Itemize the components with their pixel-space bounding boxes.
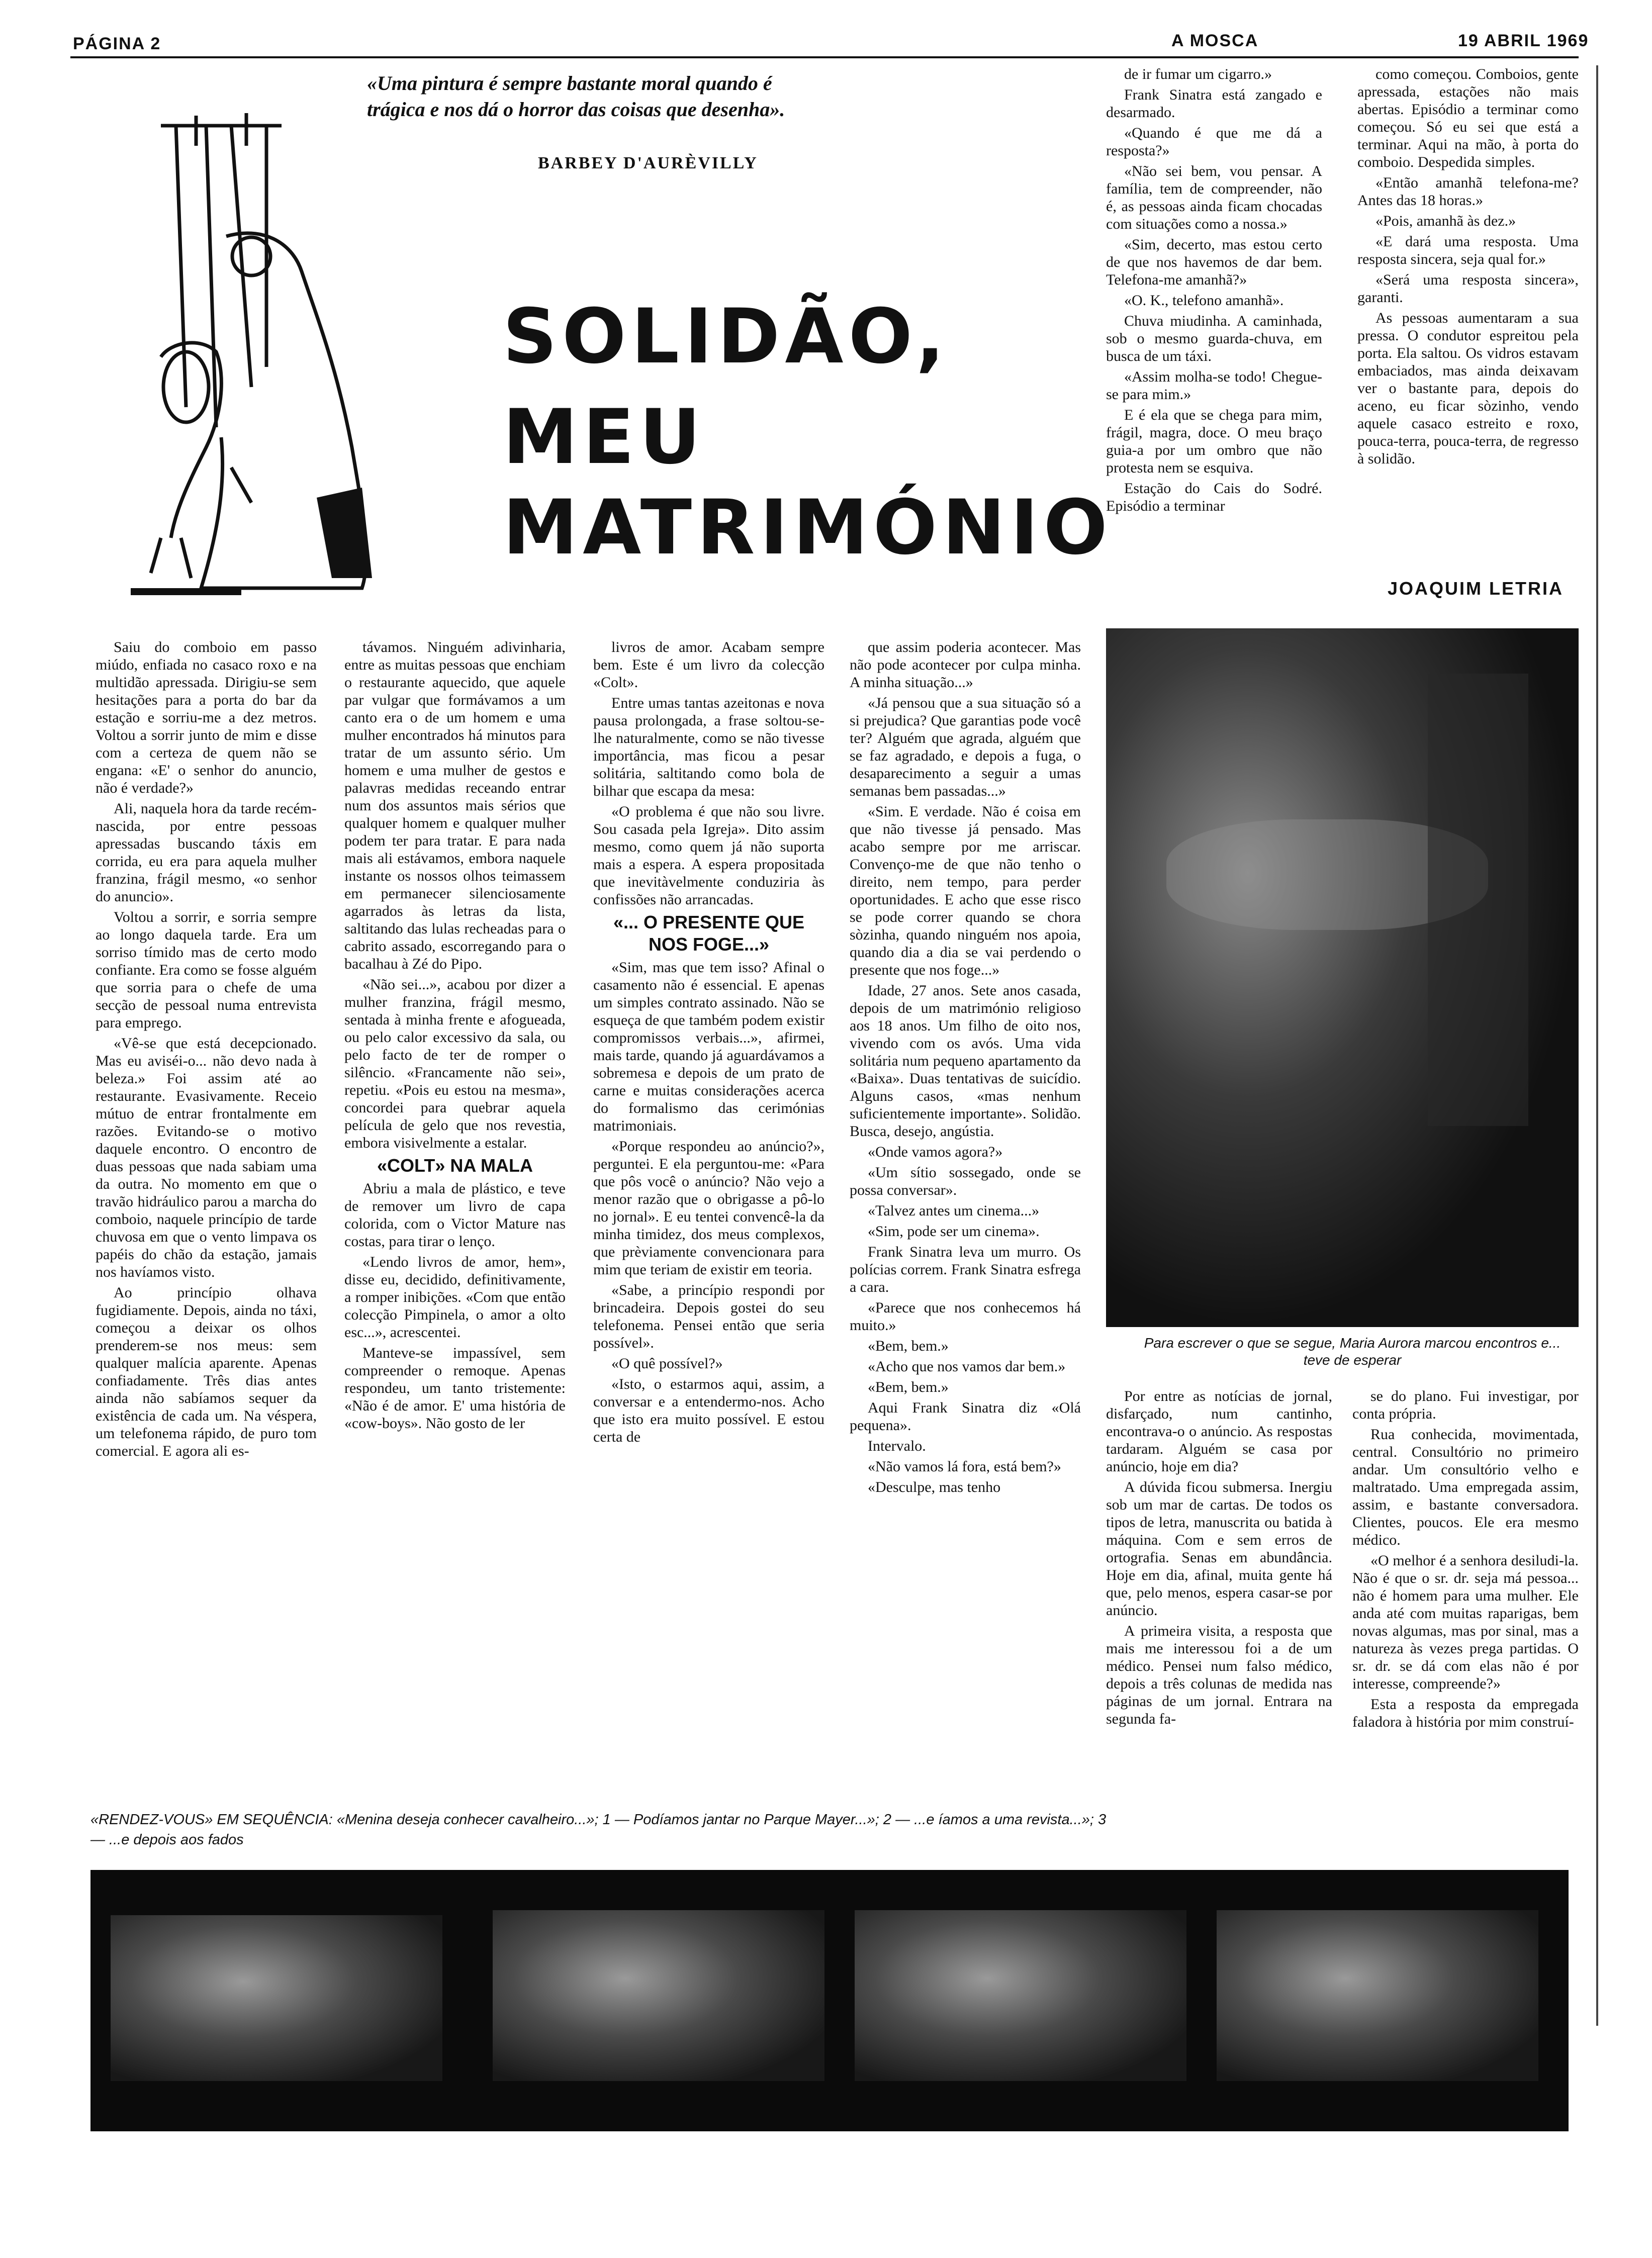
paragraph: «O problema é que não sou livre. Sou casada pela Igreja». Dito assim mesmo, como quem já não suporta mais a espera. A espera propositada que inevitàvelmente conduziria às confissões não arrancadas. xyxy=(593,803,824,908)
paragraph: Ali, naquela hora da tarde recém-nascida, por entre pessoas apressadas buscando táxis em corrida, eu era para aquela mulher franzina, frágil mesmo, «o senhor do anuncio». xyxy=(96,800,317,905)
paragraph: «Já pensou que a sua situação só a si prejudica? Que garantias pode você ter? Alguém que agrada, alguém que se faz agradado, e depois a fuga, o desaparecimento a seguir a umas semanas bem passadas...» xyxy=(850,695,1081,799)
paragraph: «Sim. E verdade. Não é coisa em que não tivesse já pensado. Mas acabo sempre por me arriscar. Convenço-me de que não tenho o direito, nem tempo, para perder oportunidades. E acho que esse risco se pode correr quando se chora sòzinha, quando ninguém nos apoia, quando dia a dia se vai perdendo o presente que nos foge...» xyxy=(850,803,1081,978)
paragraph: «Não vamos lá fora, está bem?» xyxy=(868,1458,1061,1475)
epigraph-quote: «Uma pintura é sempre bastante moral quando é trágica e nos dá o horror das coisas que desenha». xyxy=(367,72,785,121)
paragraph: «Pois, amanhã às dez.» xyxy=(1375,213,1516,229)
paragraph: de ir fumar um cigarro.» xyxy=(1124,66,1272,82)
epigraph-author: BARBEY D'AURÈVILLY xyxy=(538,154,758,172)
author-byline: JOAQUIM LETRIA xyxy=(1388,578,1564,599)
subheading-presente: «... O PRESENTE QUE NOS FOGE...» xyxy=(613,912,805,955)
paragraph: Estação do Cais do Sodré. Episódio a terminar xyxy=(1106,480,1322,514)
paragraph: «Um sítio sossegado, onde se possa conversar». xyxy=(850,1164,1081,1198)
paragraph: Ao princípio olhava fugidiamente. Depois, ainda no táxi, começou a deixar os olhos prenderem-se nos meus: sem qualquer malícia aparente. Apenas confiadamente. Três dias antes ainda não sabíamos sequer da existência de cada um. Na véspera, um telefonema rápido, de puro tom comercial. E agora ali es- xyxy=(96,1284,317,1459)
issue-date: 19 ABRIL 1969 xyxy=(1458,31,1589,50)
photo-sequence-strip xyxy=(90,1870,1569,2131)
article-column-1 xyxy=(96,638,317,1759)
paragraph: Aqui Frank Sinatra diz «Olá pequena». xyxy=(850,1399,1081,1434)
paragraph: livros de amor. Acabam sempre bem. Este é um livro da colecção «Colt». xyxy=(593,639,824,691)
paragraph: «O. K., telefono amanhã». xyxy=(1124,292,1284,309)
paragraph: «Não sei...», acabou por dizer a mulher franzina, frágil mesmo, sentada à minha frente e afogueada, ou pelo calor excessivo da sala, ou pelo facto de ter de romper o silêncio. «Francamente não sei», repetiu. «Pois eu estou na mesma», concordei para quebrar aquela película de gelo que nos revestia, embora visivelmente a estalar. xyxy=(344,976,566,1151)
paragraph: Intervalo. xyxy=(868,1438,926,1454)
paragraph: «Talvez antes um cinema...» xyxy=(868,1202,1040,1219)
marionette-illustration xyxy=(101,106,382,603)
paragraph: Entre umas tantas azeitonas e nova pausa prolongada, a frase soltou-se-lhe naturalmente, como se não tivesse importância, mas ficou a pesar solitária, saltitando como bola de bilhar que escapa da mesa: xyxy=(593,695,824,799)
article-photo xyxy=(1106,628,1579,1327)
article-column-5-bottom xyxy=(1106,1387,1332,1759)
paragraph: «Bem, bem.» xyxy=(868,1338,949,1354)
paragraph: Frank Sinatra leva um murro. Os polícias correm. Frank Sinatra esfrega a cara. xyxy=(850,1244,1081,1295)
paragraph: Manteve-se impassível, sem compreender o remoque. Apenas respondeu, um tanto tristemente: «Não é de amor. E' uma história de «cow-boys». Não gosto de ler xyxy=(344,1345,566,1432)
article-column-4 xyxy=(850,638,1081,1759)
article-column-6-top xyxy=(1357,65,1579,578)
article-column-2 xyxy=(344,638,566,1759)
paragraph: que assim poderia acontecer. Mas não pode acontecer por culpa minha. A minha situação...» xyxy=(850,639,1081,691)
page-label: PÁGINA 2 xyxy=(73,34,161,53)
paragraph: «Será uma resposta sincera», garanti. xyxy=(1357,271,1579,306)
paragraph: Idade, 27 anos. Sete anos casada, depois de um matrimónio religioso aos 18 anos. Um filho de oito nos, vivendo com os avós. Uma vida solitária num pequeno apartamento da «Baixa». Duas tentativas de suicídio. Alguns casos, «mas nenhum suficientemente importante». Solidão. Busca, desejo, angústia. xyxy=(850,982,1081,1140)
margin-rule xyxy=(1596,65,1598,2026)
paragraph: «Lendo livros de amor, hem», disse eu, decidido, definitivamente, a romper inibições. «Com que então colecção Pimpinela, o amor a olto esc...», acrescentei. xyxy=(344,1254,566,1341)
photo-caption: Para escrever o que se segue, Maria Aurora marcou encontros e... teve de esperar xyxy=(1144,1335,1561,1368)
paragraph: Esta a resposta da empregada faladora à história por mim construí- xyxy=(1352,1696,1579,1730)
paragraph: távamos. Ninguém adivinharia, entre as muitas pessoas que enchiam o restaurante aquecido, que aquele par vulgar que formávamos a um canto era o de um homem e uma mulher encontrados há minutos para tratar de um assunto sério. Um homem e uma mulher de gestos e palavras medidas receando entrar num dos assuntos mais sérios que qualquer homem e qualquer mulher podem ter para tratar. E para nada mais ali estávamos, embora naquele instante os nossos olhos teimassem em permanecer silenciosamente agarrados às letras da lista, saltitando das lulas recheadas para o cabrito assado, escorregando para o bacalhau à Zé do Pipo. xyxy=(344,639,566,972)
paragraph: «Então amanhã telefona-me? Antes das 18 horas.» xyxy=(1357,174,1579,209)
paragraph: «O melhor é a senhora desiludi-la. Não é que o sr. dr. seja má pessoa... não é homem para uma mulher. Ele anda até com muitas raparigas, bem novas algumas, mas por sinal, mas a natureza às vezes prega partidas. O sr. dr. se dá com elas não é por interesse, compreende?» xyxy=(1352,1552,1579,1692)
article-column-3 xyxy=(593,638,824,1759)
paragraph: Saiu do comboio em passo miúdo, enfiada no casaco roxo e na multidão apressada. Dirigiu-se sem hesitações para a porta do bar da estação e sorriu-me a dez metros. Voltou a sorrir junto de mim e disse com a certeza de quem não se engana: «E' o senhor do anuncio, não é verdade?» xyxy=(96,639,317,796)
paragraph: Voltou a sorrir, e sorria sempre ao longo daquela tarde. Era um sorriso tímido mas de certo modo confiante. Era como se fosse alguém que sorria para o chefe de uma secção de pessoal numa entrevista para emprego. xyxy=(96,909,317,1031)
paragraph: A primeira visita, a resposta que mais me interessou foi a de um médico. Pensei num falso médico, depois a três colunas de medida nas páginas de um jornal. Entrara na segunda fa- xyxy=(1106,1623,1332,1727)
sequence-photo-2 xyxy=(493,1910,824,2081)
headline-line-1: SOLIDÃO, xyxy=(503,293,950,381)
paragraph: «Sim, pode ser um cinema». xyxy=(868,1223,1040,1240)
paragraph: Por entre as notícias de jornal, disfarçado, num cantinho, encontrava-o o anúncio. As respostas tardaram. Alguém se casa por anúncio, hoje em dia? xyxy=(1106,1388,1332,1475)
paragraph: «Parece que nos conhecemos há muito.» xyxy=(850,1299,1081,1334)
paragraph: «Porque respondeu ao anúncio?», perguntei. E ela perguntou-me: «Para que pôs você o anúncio? Não vejo a menor razão que o obrigasse a pô-lo no jornal». E eu tentei convencê-la da minha timidez, dos meus complexos, que prèviamente convencionara para mim que teriam de existir em teoria. xyxy=(593,1138,824,1278)
paragraph: «Sabe, a princípio respondi por brincadeira. Depois gostei do seu telefonema. Pensei então que seria possível». xyxy=(593,1282,824,1351)
subheading-colt: «COLT» NA MALA xyxy=(377,1155,533,1176)
paragraph: «E dará uma resposta. Uma resposta sincera, seja qual for.» xyxy=(1357,233,1579,267)
paragraph: «Onde vamos agora?» xyxy=(868,1144,1003,1160)
header-rule xyxy=(70,56,1579,58)
paragraph: se do plano. Fui investigar, por conta própria. xyxy=(1352,1388,1579,1422)
photo-shadow xyxy=(1428,674,1528,1126)
sequence-photo-3 xyxy=(855,1910,1186,2081)
paragraph: «Assim molha-se todo! Chegue-se para mim.» xyxy=(1106,368,1322,403)
headline-line-3: MATRIMÓNIO xyxy=(503,484,1113,572)
paragraph: As pessoas aumentaram a sua pressa. O condutor espreitou pela porta. Ela saltou. Os vidros estavam embaciados, mas ainda deixavam ver o bastante para, depois do aceno, eu ficar sòzinho, vendo aquele casaco estreito e roxo, pouca-terra, pouca-terra, de regresso à solidão. xyxy=(1357,310,1579,467)
paragraph: A dúvida ficou submersa. Inergiu sob um mar de cartas. De todos os tipos de letra, manuscrita ou batida à máquina. Com e sem erros de ortografia. Senas em abundância. Hoje em dia, afinal, muita gente há que, pelo menos, espera casar-se por anúncio. xyxy=(1106,1479,1332,1619)
paragraph: «Quando é que me dá a resposta?» xyxy=(1106,125,1322,159)
paragraph: «O quê possível?» xyxy=(611,1355,723,1372)
sequence-photo-4 xyxy=(1217,1910,1538,2081)
paragraph: «Sim, decerto, mas estou certo de que nos havemos de dar bem. Telefona-me amanhã?» xyxy=(1106,236,1322,288)
paragraph: «Isto, o estarmos aqui, assim, a conversar e a entendermo-nos. Acho que isto era muito possível. E estou certa de xyxy=(593,1376,824,1445)
paragraph: E é ela que se chega para mim, frágil, magra, doce. O meu braço guia-a por um ombro que não protesta nem se esquiva. xyxy=(1106,407,1322,476)
newspaper-name: A MOSCA xyxy=(1171,31,1259,50)
paragraph: «Não sei bem, vou pensar. A família, tem de compreender, não é, as pessoas ainda ficam chocadas com situações como a nossa.» xyxy=(1106,163,1322,232)
headline-line-2: MEU xyxy=(503,394,706,481)
photo-series-caption: «RENDEZ-VOUS» EM SEQUÊNCIA: «Menina deseja conhecer cavalheiro...»; 1 — Podíamos jantar no Parque Mayer...»; 2 — ...e íamos a uma revista...»; 3 — ...e depois aos fados xyxy=(90,1812,1107,1848)
paragraph: Rua conhecida, movimentada, central. Consultório no primeiro andar. Um consultório velho e maltratado. Uma empregada assim, assim, e bastante conversadora. Clientes, poucos. Ele era mesmo médico. xyxy=(1352,1426,1579,1548)
paragraph: Frank Sinatra está zangado e desarmado. xyxy=(1106,86,1322,121)
paragraph: «Bem, bem.» xyxy=(868,1379,949,1395)
paragraph: «Sim, mas que tem isso? Afinal o casamento não é essencial. E apenas um simples contrato assinado. Não se esqueça de que também podem existir compromissos verbais...», afirmei, mais tarde, quando já aguardávamos a sobremesa e depois de um prato de carne e muitas considerações acerca do formalismo das cerimónias matrimoniais. xyxy=(593,959,824,1134)
paragraph: Abriu a mala de plástico, e teve de remover um livro de capa colorida, com o Victor Mature nas costas, para tirar o lenço. xyxy=(344,1180,566,1250)
paragraph: «Vê-se que está decepcionado. Mas eu aviséi-o... não devo nada à beleza.» Foi assim até ao restaurante. Evasivamente. Receio mútuo de entrar frontalmente em razões. Evitando-se o motivo daquele encontro. O encontro de duas pessoas que nada sabiam uma da outra. No momento em que o travão hidráulico parou a marcha do comboio, naquele princípio de tarde chuvosa em que o vento limpava os papéis do chão da estação, jamais nos havíamos visto. xyxy=(96,1035,317,1280)
paragraph: como começou. Comboios, gente apressada, estações não mais abertas. Episódio a terminar como começou. Só eu sei que está a terminar. Aqui na mão, à porta do comboio. Despedida simples. xyxy=(1357,66,1579,170)
article-column-5-top xyxy=(1106,65,1322,598)
sequence-photo-1 xyxy=(111,1915,442,2081)
paragraph: «Acho que nos vamos dar bem.» xyxy=(868,1358,1066,1375)
paragraph: «Desculpe, mas tenho xyxy=(868,1479,1001,1495)
paragraph: Chuva miudinha. A caminhada, sob o mesmo guarda-chuva, em busca de um táxi. xyxy=(1106,313,1322,364)
article-column-6-bottom xyxy=(1352,1387,1579,1759)
